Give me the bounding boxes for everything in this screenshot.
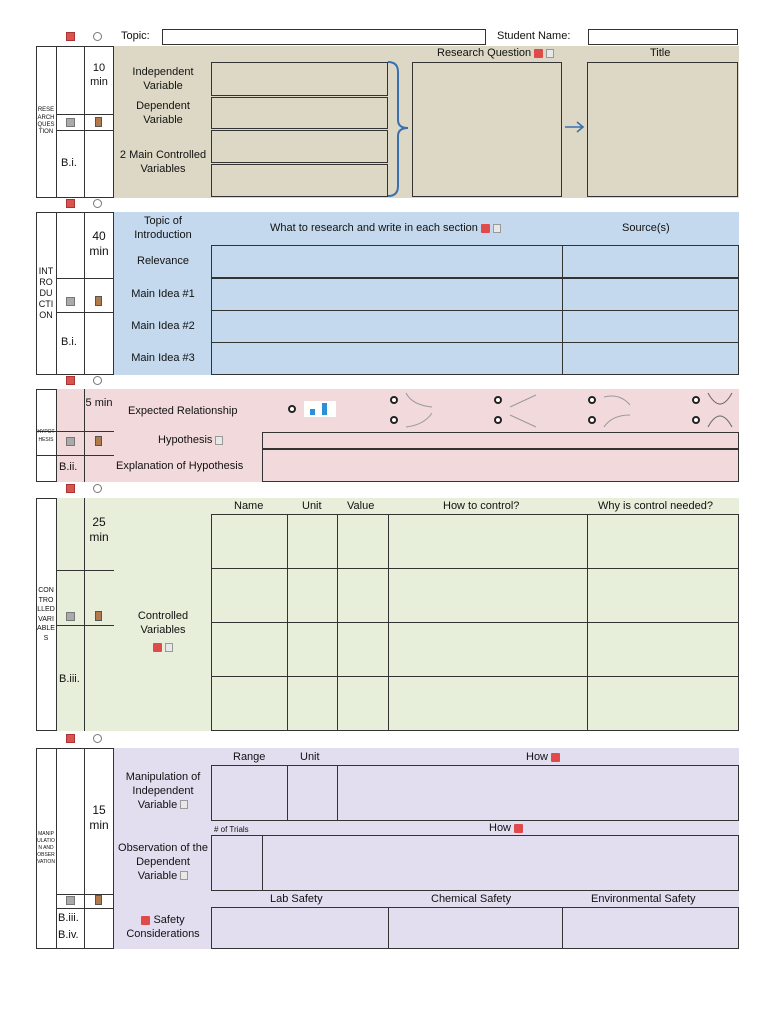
timer-icon — [95, 296, 102, 306]
doc-icon — [546, 49, 554, 58]
controlled-row-3[interactable] — [212, 623, 738, 676]
clock-icon — [93, 484, 102, 493]
range-field[interactable] — [212, 766, 287, 820]
pdf-icon — [514, 824, 523, 833]
doc-icon — [180, 871, 188, 880]
pdf-icon — [141, 916, 150, 925]
chemical-safety-field[interactable] — [389, 908, 562, 948]
research-side-label: RESEARCH QUESTION — [37, 107, 55, 136]
controlled-variables-label: Controlled Variables — [137, 610, 189, 636]
calendar-icon — [66, 199, 75, 208]
hypothesis-side-label: HYPOTHESIS — [37, 428, 55, 443]
timer-icon — [95, 611, 102, 621]
hypothesis-label: Hypothesis — [158, 434, 223, 446]
independent-variable-field[interactable] — [211, 62, 388, 96]
grid-icon — [66, 118, 75, 127]
manipulation-side-label: MANIPULATION AND OBSERVATION — [37, 831, 55, 865]
introduction-time: 40 min — [89, 229, 109, 258]
title-header: Title — [650, 47, 671, 59]
main-idea-3-label: Main Idea #3 — [131, 352, 195, 365]
controlled-row-2[interactable] — [212, 569, 738, 622]
relevance-field[interactable] — [212, 246, 562, 277]
main-idea-2-field[interactable] — [212, 311, 562, 342]
manipulation-label: Manipulation of Independent Variable — [125, 771, 201, 811]
expected-relationship-label: Expected Relationship — [128, 405, 238, 417]
col-range-header: Range — [233, 751, 266, 763]
dependent-variable-label: Dependent Variable — [136, 100, 190, 126]
inverted-u-icon — [706, 411, 734, 429]
col-why-control-header: Why is control needed? — [598, 500, 713, 512]
curve-saturate-down-icon — [602, 391, 632, 409]
pdf-icon — [481, 224, 490, 233]
timer-icon — [95, 117, 102, 127]
col-chemical-safety-header: Chemical Safety — [431, 893, 512, 905]
relationship-radio-inverted-u[interactable] — [692, 416, 700, 424]
timer-icon — [95, 895, 102, 905]
how-observe-field[interactable] — [263, 836, 738, 890]
controlled-variable-2-field[interactable] — [211, 164, 388, 197]
lab-safety-field[interactable] — [212, 908, 388, 948]
main-idea-1-field[interactable] — [212, 279, 562, 310]
controlled-variable-1-field[interactable] — [211, 130, 388, 163]
pdf-icon — [153, 643, 162, 652]
col-how-header: How — [526, 751, 560, 763]
clock-icon — [93, 734, 102, 743]
controlled-time: 25 min — [89, 515, 109, 544]
research-question-field[interactable] — [412, 62, 562, 197]
col-how-to-control-header: How to control? — [443, 500, 520, 512]
relationship-radio-saturating-down[interactable] — [588, 396, 596, 404]
clock-icon — [93, 376, 102, 385]
controlled-variables-label: 2 Main Controlled Variables — [119, 149, 207, 175]
clock-icon — [93, 32, 102, 41]
curve-saturate-up-icon — [602, 411, 632, 429]
relationship-radio-saturating-up[interactable] — [588, 416, 596, 424]
relationship-radio-increasing-curve[interactable] — [390, 416, 398, 424]
research-criterion: B.i. — [61, 157, 77, 169]
pdf-icon — [534, 49, 543, 58]
unit-field[interactable] — [288, 766, 337, 820]
introduction-side-label: INTRODUCTION — [38, 266, 54, 320]
relationship-radio-none[interactable] — [288, 405, 296, 413]
col-trials-header: # of Trials — [214, 825, 249, 834]
relationship-radio-u-shape[interactable] — [692, 396, 700, 404]
relationship-radio-linear-up[interactable] — [494, 396, 502, 404]
pdf-icon — [551, 753, 560, 762]
research-question-header: Research Question — [437, 47, 554, 59]
sources-header: Source(s) — [622, 222, 670, 234]
hypothesis-criterion: B.ii. — [59, 461, 78, 473]
what-to-research-header: What to research and write in each section — [270, 222, 501, 234]
col-unit-header: Unit — [300, 751, 320, 763]
grid-icon — [66, 437, 75, 446]
controlled-row-4[interactable] — [212, 677, 738, 730]
doc-icon — [180, 800, 188, 809]
clock-icon — [93, 199, 102, 208]
student-name-input[interactable] — [588, 29, 738, 45]
col-environmental-safety-header: Environmental Safety — [591, 893, 696, 905]
calendar-icon — [66, 32, 75, 41]
brace-icon — [386, 60, 414, 198]
how-manipulate-field[interactable] — [338, 766, 738, 820]
introduction-criterion: B.i. — [61, 336, 77, 348]
arrow-right-icon — [563, 120, 587, 134]
col-how2-header: How — [489, 822, 523, 834]
topic-input[interactable] — [162, 29, 486, 45]
title-field[interactable] — [587, 62, 738, 197]
col-lab-safety-header: Lab Safety — [270, 893, 323, 905]
doc-icon — [493, 224, 501, 233]
observation-label: Observation of the Dependent Variable — [118, 842, 208, 882]
calendar-icon — [66, 734, 75, 743]
doc-icon — [165, 643, 173, 652]
doc-icon — [215, 436, 223, 445]
line-up-icon — [508, 391, 538, 409]
manipulation-time: 15 min — [89, 803, 109, 832]
research-time: 10 min — [90, 62, 108, 88]
controlled-criterion: B.iii. — [59, 673, 80, 685]
calendar-icon — [66, 376, 75, 385]
main-idea-2-label: Main Idea #2 — [131, 320, 195, 333]
grid-icon — [66, 896, 75, 905]
relevance-label: Relevance — [137, 255, 189, 268]
col-value-header: Value — [347, 500, 375, 512]
main-idea-3-field[interactable] — [212, 343, 562, 374]
hypothesis-time: 5 min — [85, 397, 113, 409]
curve-increasing-icon — [404, 411, 434, 429]
controlled-side-label: CONTROLLED VARIABLES — [37, 587, 55, 642]
main-idea-1-label: Main Idea #1 — [131, 288, 195, 301]
manipulation-criterion-a: B.iii. — [58, 912, 79, 924]
col-name-header: Name — [234, 500, 264, 512]
independent-variable-label: Independent Variable — [132, 66, 194, 92]
dependent-variable-field[interactable] — [211, 97, 388, 129]
timer-icon — [95, 436, 102, 446]
col-unit-header: Unit — [302, 500, 322, 512]
curve-decreasing-icon — [404, 391, 434, 409]
safety-label: Safety Considerations — [126, 914, 200, 940]
calendar-icon — [66, 484, 75, 493]
manipulation-criterion-b: B.iv. — [58, 929, 79, 941]
relationship-radio-linear-down[interactable] — [494, 416, 502, 424]
topic-label: Topic: — [121, 30, 150, 42]
u-shape-icon — [706, 391, 734, 409]
trials-field[interactable] — [212, 836, 262, 890]
bar-chart-icon — [304, 401, 336, 417]
hypothesis-field[interactable] — [262, 432, 739, 449]
relationship-radio-decreasing-curve[interactable] — [390, 396, 398, 404]
environmental-safety-field[interactable] — [563, 908, 738, 948]
topic-of-introduction-label: Topic of Introduction — [134, 215, 192, 241]
grid-icon — [66, 612, 75, 621]
explanation-label: Explanation of Hypothesis — [116, 460, 244, 472]
explanation-field[interactable] — [262, 449, 739, 482]
controlled-row-1[interactable] — [212, 515, 738, 568]
grid-icon — [66, 297, 75, 306]
student-name-label: Student Name: — [497, 30, 571, 42]
line-down-icon — [508, 411, 538, 429]
